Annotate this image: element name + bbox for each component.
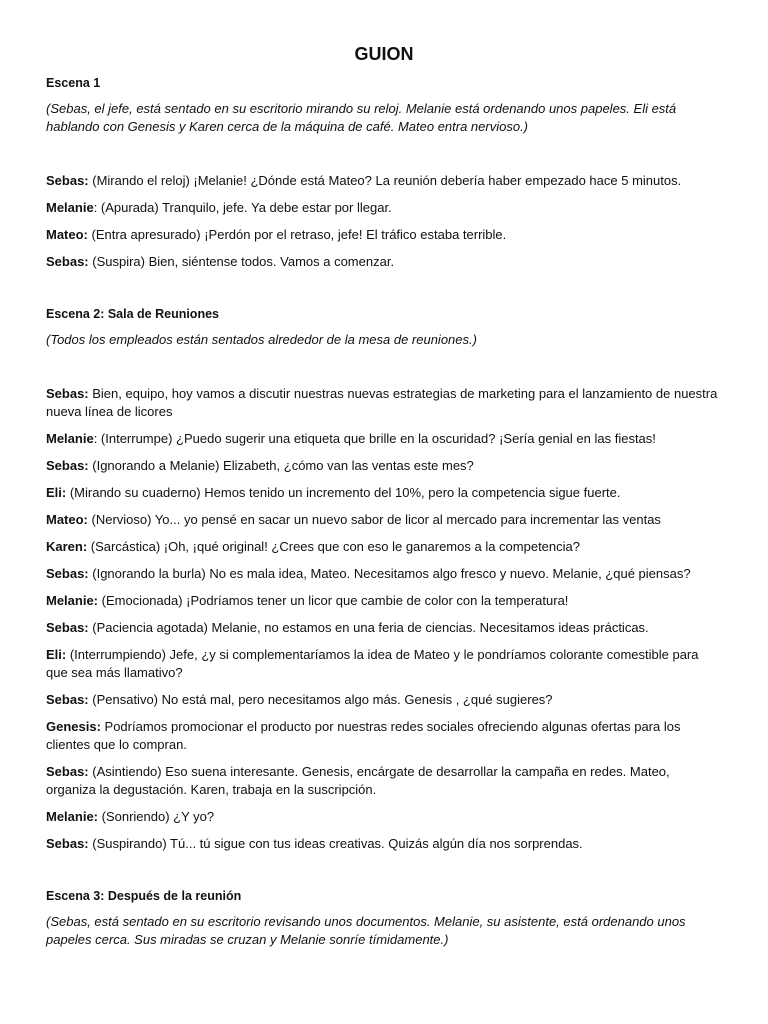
dialogue-text: (Ignorando la burla) No es mala idea, Mateo. Necesitamos algo fresco y nuevo. Melanie, ¿qué piensas? [88,566,691,581]
scene-spacer [46,862,722,888]
dialogue-text: (Mirando el reloj) ¡Melanie! ¿Dónde está Mateo? La reunión debería haber empezado hace 5 minutos. [88,173,682,188]
dialogue-text: (Pensativo) No está mal, pero necesitamos algo más. Genesis , ¿qué sugieres? [88,692,553,707]
dialogue-line [46,199,722,217]
speaker-name: Melanie [46,200,94,215]
dialogue-text: : (Interrumpe) ¿Puedo sugerir una etiqueta que brille en la oscuridad? ¡Sería genial en las fiestas! [93,431,656,446]
dialogue-text: (Sarcástica) ¡Oh, ¡qué original! ¿Crees que con eso le ganaremos a la competencia? [87,539,580,554]
speaker-name: Melanie [46,431,94,446]
script-body [46,75,722,949]
speaker-name: Sebas: [46,386,89,401]
dialogue-text: (Suspira) Bien, siéntense todos. Vamos a comenzar. [88,254,395,269]
dialogue-line [46,172,722,190]
dialogue-text: (Ignorando a Melanie) Elizabeth, ¿cómo van las ventas este mes? [88,458,474,473]
dialogue-line [46,763,722,799]
dialogue-text: (Nervioso) Yo... yo pensé en sacar un nuevo sabor de licor al mercado para incrementar las ventas [87,512,661,527]
dialogue-line [46,457,722,475]
dialogue-text: (Interrumpiendo) Jefe, ¿y si complementaríamos la idea de Mateo y le pondríamos colorante comestible para que sea más llamativo? [46,647,699,680]
speaker-name: Mateo: [46,227,88,242]
dialogue-line [46,226,722,244]
dialogue-line [46,592,722,610]
dialogue-line [46,646,722,682]
dialogue-line [46,538,722,556]
speaker-name: Sebas: [46,836,89,851]
dialogue-text: : (Apurada) Tranquilo, jefe. Ya debe estar por llegar. [93,200,392,215]
dialogue-line [46,718,722,754]
stage-direction: (Sebas, el jefe, está sentado en su escritorio mirando su reloj. Melanie está ordenando unos papeles. Eli está hablando con Genesis y Karen cerca de la máquina de café. Mateo entra nervioso.) [46,101,677,134]
stage-direction: (Todos los empleados están sentados alrededor de la mesa de reuniones.) [46,332,477,347]
dialogue-text: (Entra apresurado) ¡Perdón por el retraso, jefe! El tráfico estaba terrible. [87,227,507,242]
dialogue-line [46,808,722,826]
stage-spacer [46,146,722,172]
dialogue-line [46,430,722,448]
speaker-name: Sebas: [46,173,89,188]
scene-heading: Escena 1 [46,76,101,90]
document-title: GUION [354,44,414,64]
dialogue-line [46,691,722,709]
speaker-name: Eli: [46,647,67,662]
dialogue-text: (Suspirando) Tú... tú sigue con tus ideas creativas. Quizás algún día nos sorprendas. [88,836,583,851]
speaker-name: Melanie: [46,809,99,824]
dialogue-line [46,385,722,421]
speaker-name: Sebas: [46,692,89,707]
dialogue-text: (Mirando su cuaderno) Hemos tenido un incremento del 10%, pero la competencia sigue fuerte. [66,485,621,500]
dialogue-text: Podríamos promocionar el producto por nuestras redes sociales ofreciendo algunas ofertas para los clientes que lo compran. [46,719,681,752]
dialogue-line [46,253,722,271]
speaker-name: Sebas: [46,458,89,473]
speaker-name: Sebas: [46,764,89,779]
dialogue-line [46,835,722,853]
scene-spacer [46,280,722,306]
speaker-name: Sebas: [46,254,89,269]
scene-heading: Escena 2: Sala de Reuniones [46,307,219,321]
dialogue-line [46,619,722,637]
dialogue-text: (Sonriendo) ¿Y yo? [98,809,215,824]
speaker-name: Karen: [46,539,88,554]
dialogue-line [46,565,722,583]
stage-direction: (Sebas, está sentado en su escritorio revisando unos documentos. Melanie, su asistente, está ordenando unos papeles cerca. Sus miradas se cruzan y Melanie sonríe tímidamente.) [46,914,686,947]
speaker-name: Genesis: [46,719,101,734]
speaker-name: Mateo: [46,512,88,527]
dialogue-text: (Paciencia agotada) Melanie, no estamos en una feria de ciencias. Necesitamos ideas prácticas. [88,620,649,635]
speaker-name: Sebas: [46,566,89,581]
dialogue-text: (Asintiendo) Eso suena interesante. Genesis, encárgate de desarrollar la campaña en redes. Mateo, organiza la degustación. Karen, trabaja en la suscripción. [46,764,670,797]
speaker-name: Melanie: [46,593,99,608]
stage-spacer [46,359,722,385]
dialogue-text: Bien, equipo, hoy vamos a discutir nuestras nuevas estrategias de marketing para el lanzamiento de nuestra nueva línea de licores [46,386,718,419]
dialogue-line [46,511,722,529]
speaker-name: Eli: [46,485,67,500]
dialogue-text: (Emocionada) ¡Podríamos tener un licor que cambie de color con la temperatura! [98,593,569,608]
scene-heading: Escena 3: Después de la reunión [46,889,242,903]
speaker-name: Sebas: [46,620,89,635]
dialogue-line [46,484,722,502]
